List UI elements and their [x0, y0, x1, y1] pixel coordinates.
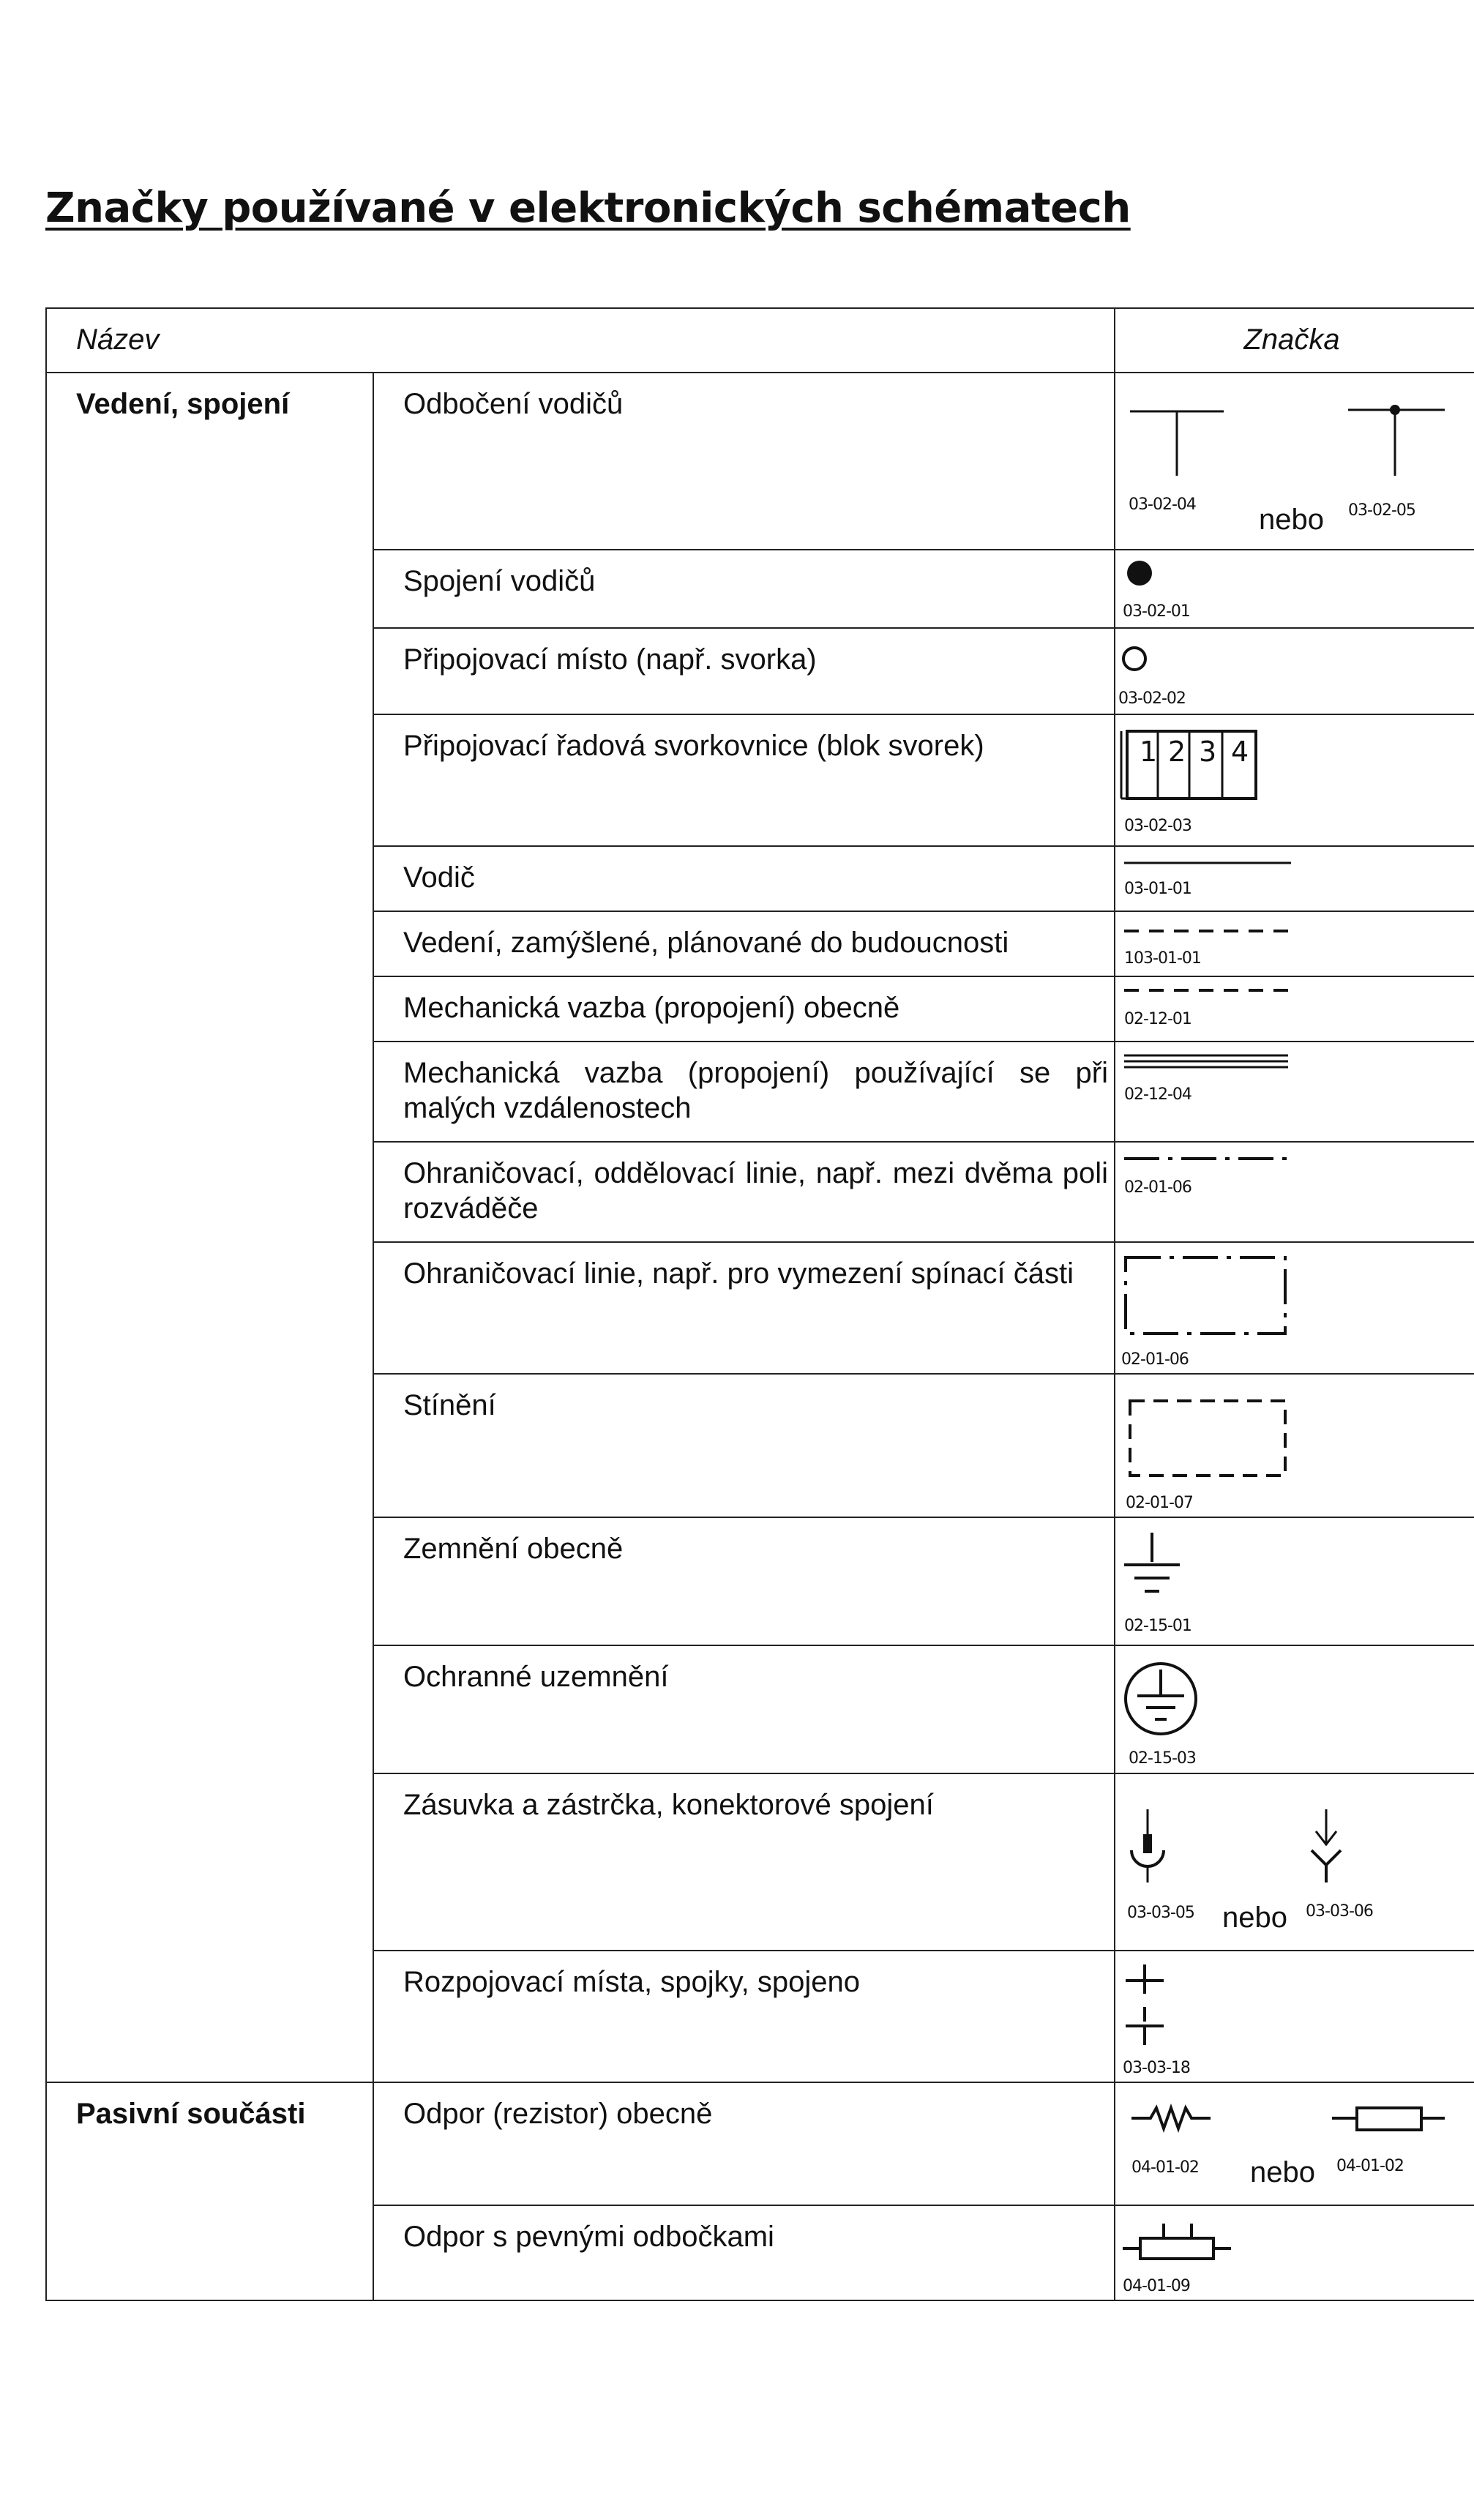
symbol-code: 02-01-06	[1121, 1350, 1189, 1369]
symbol-code: 02-12-01	[1124, 1010, 1191, 1028]
symbol-code: 02-12-04	[1124, 1085, 1191, 1104]
symbol-cell	[1115, 1142, 1474, 1242]
symbol-code: 03-02-02	[1118, 689, 1186, 708]
symbol-code: 03-03-05	[1127, 1904, 1194, 1922]
header-name: Název	[46, 308, 1115, 373]
symbol-cell	[1115, 2082, 1474, 2205]
row-label: Spojení vodičů	[373, 550, 1115, 628]
symbol-cell	[1115, 1374, 1474, 1517]
symbols-table	[45, 307, 1474, 2301]
symbol-cell	[1115, 550, 1474, 628]
symbol-cell	[1115, 1951, 1474, 2082]
symbol-code: 04-01-02	[1336, 2157, 1404, 2175]
symbol-code: 02-15-03	[1129, 1749, 1196, 1768]
row-label: Odpor (rezistor) obecně	[373, 2082, 1115, 2205]
row-label: Mechanická vazba (propojení) používající se při malých vzdálenostech	[373, 1042, 1115, 1142]
row-label: Ochranné uzemnění	[373, 1645, 1115, 1773]
symbol-code: 03-02-04	[1129, 496, 1196, 514]
row-label: Stínění	[373, 1374, 1115, 1517]
symbol-cell	[1115, 2205, 1474, 2300]
table-row	[46, 373, 1474, 550]
symbol-code: 02-01-06	[1124, 1178, 1191, 1197]
symbol-cell	[1115, 1042, 1474, 1142]
terminal-number: 2	[1168, 736, 1186, 768]
symbol-cell	[1115, 976, 1474, 1042]
symbol-cell	[1115, 1773, 1474, 1951]
row-label: Vedení, zamýšlené, plánované do budoucnosti	[373, 911, 1115, 976]
or-label: nebo	[1222, 1902, 1287, 1934]
symbol-code: 04-01-02	[1131, 2158, 1199, 2177]
symbol-cell	[1115, 373, 1474, 550]
symbol-code: 03-03-06	[1306, 1902, 1373, 1921]
row-label: Rozpojovací místa, spojky, spojeno	[373, 1951, 1115, 2082]
or-label: nebo	[1250, 2156, 1315, 2188]
row-label: Zásuvka a zástrčka, konektorové spojení	[373, 1773, 1115, 1951]
symbol-cell	[1115, 628, 1474, 714]
terminal-number: 3	[1199, 736, 1217, 768]
symbol-code: 03-03-18	[1123, 2059, 1190, 2077]
terminal-number: 4	[1231, 736, 1249, 768]
symbol-cell	[1115, 1517, 1474, 1645]
symbol-code: 04-01-09	[1123, 2277, 1190, 2295]
row-label: Zemnění obecně	[373, 1517, 1115, 1645]
symbol-cell	[1115, 911, 1474, 976]
symbol-code: 03-02-03	[1124, 817, 1191, 835]
symbol-cell	[1115, 1645, 1474, 1773]
row-label: Mechanická vazba (propojení) obecně	[373, 976, 1115, 1042]
row-label: Připojovací místo (např. svorka)	[373, 628, 1115, 714]
table-row	[46, 2082, 1474, 2205]
symbol-code: 02-15-01	[1124, 1617, 1191, 1635]
row-label: Ohraničovací, oddělovací linie, např. mezi dvěma poli rozváděče	[373, 1142, 1115, 1242]
category-vedeni-spojeni: Vedení, spojení	[46, 373, 373, 2082]
symbol-code: 03-02-01	[1123, 602, 1190, 621]
header-symbol: Značka	[1115, 308, 1474, 373]
symbol-code: 03-02-05	[1348, 501, 1415, 520]
symbol-code: 03-01-01	[1124, 880, 1191, 898]
symbol-code: 02-01-07	[1126, 1494, 1193, 1512]
symbol-cell	[1115, 846, 1474, 911]
row-label: Odpor s pevnými odbočkami	[373, 2205, 1115, 2300]
symbol-code: 103-01-01	[1124, 949, 1201, 968]
symbol-cell	[1115, 1242, 1474, 1374]
row-label: Připojovací řadová svorkovnice (blok svorek)	[373, 714, 1115, 846]
row-label: Vodič	[373, 846, 1115, 911]
symbol-cell	[1115, 714, 1474, 846]
category-pasivni-soucasti: Pasivní součásti	[46, 2082, 373, 2300]
page-title: Značky používané v elektronických schématech	[45, 184, 1131, 232]
or-label: nebo	[1259, 504, 1324, 536]
row-label: Ohraničovací linie, např. pro vymezení spínací části	[373, 1242, 1115, 1374]
table-header-row	[46, 308, 1474, 373]
terminal-number: 1	[1140, 736, 1158, 768]
row-label: Odbočení vodičů	[373, 373, 1115, 550]
